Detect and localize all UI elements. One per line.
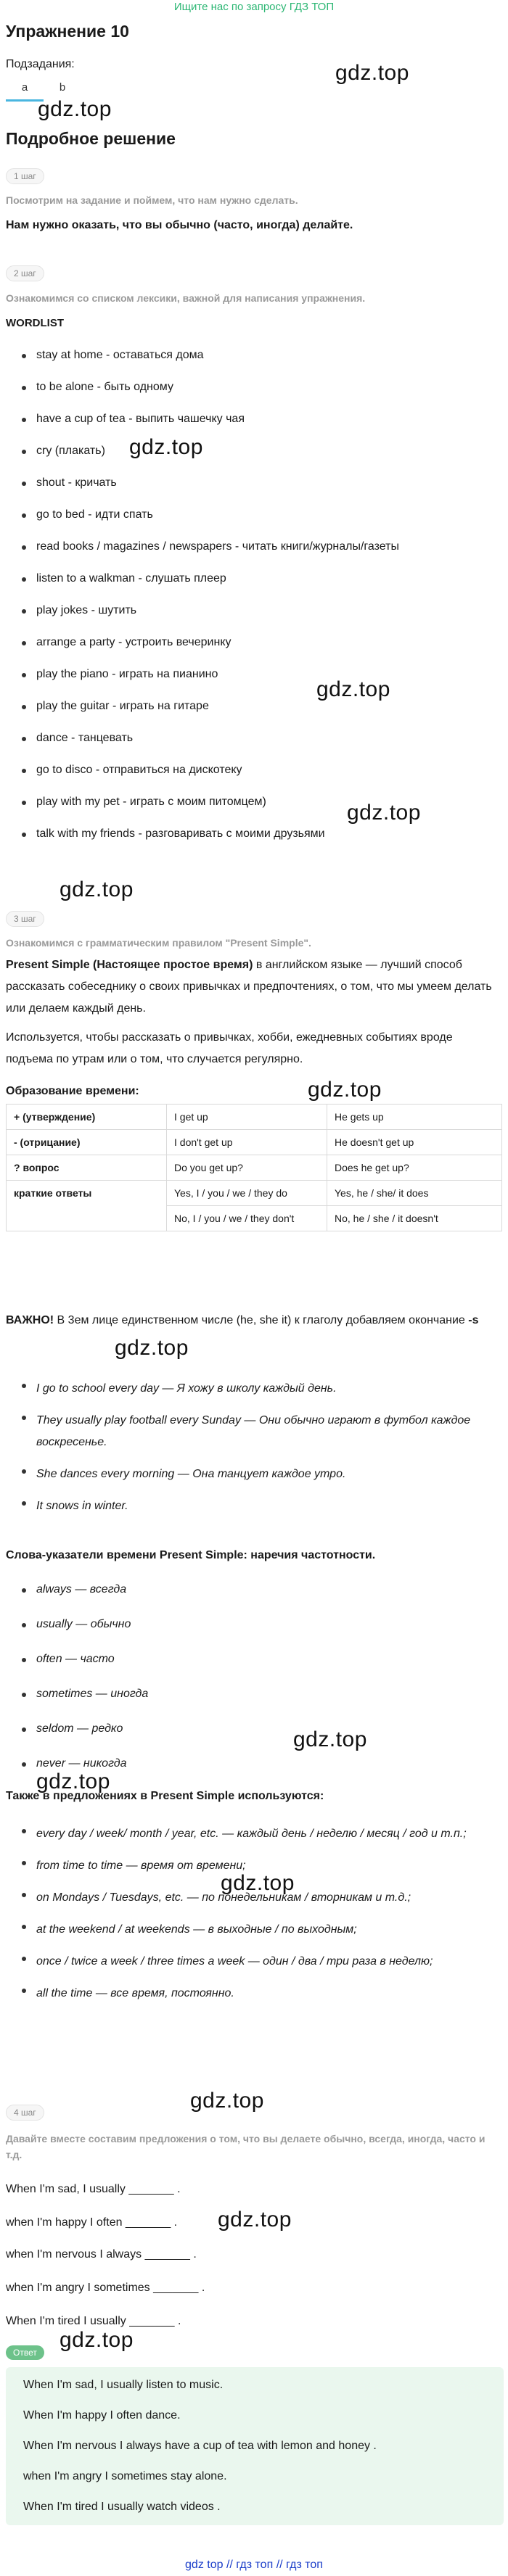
table-row [7,1181,502,1206]
step3-intro: Ознакомимся с грамматическим правилом "Present Simple". [6,937,311,949]
answer-line: When I'm happy I often dance. [23,2409,181,2422]
list-item: every day / week/ month / year, etc. — каждый день / неделю / месяц / год и т.п.; [6,1823,499,1845]
list-item: I go to school every day — Я хожу в школу каждый день. [6,1378,499,1400]
list-item: cry (плакать) [6,444,499,458]
step4-intro: Давайте вместе составим предложения о том, что вы делаете обычно, всегда, иногда, часто и т.д. [6,2133,486,2160]
answer-badge: Ответ [6,2345,44,2360]
wordlist-label: WORDLIST [6,317,64,329]
list-item: have a cup of tea - выпить чашечку чая [6,412,499,426]
watermark: gdz.top [218,2208,292,2232]
watermark: gdz.top [347,801,421,825]
table-title: Образование времени: [6,1085,139,1097]
list-item: often — часто [6,1652,499,1667]
table-cell: No, he / she / it doesn't [327,1206,502,1231]
footer-links[interactable]: gdz top // гдз топ // гдз топ [185,2559,323,2571]
adverbs-title: Слова-указатели времени Present Simple: наречия частотности. [6,1549,376,1561]
step1-intro: Посмотрим на задание и поймем, что нам нужно сделать. [6,194,298,206]
table-cell: Does he get up? [327,1155,502,1181]
task-line: when I'm angry I sometimes _______ . [6,2282,205,2294]
list-item: go to bed - идти спать [6,508,499,522]
table-cell: - (отрицание) [7,1130,167,1155]
step-badge: 4 шаг [6,2105,44,2121]
present-simple-term: Present Simple (Настоящее простое время) [6,959,253,971]
list-item: play the piano - играть на пианино [6,667,499,682]
subtasks-label: Подзадания: [6,58,75,70]
tab-b[interactable]: b [59,81,66,94]
adverbs-list [6,1582,499,1791]
watermark: gdz.top [129,435,203,459]
step1-task: Нам нужно оказать, что вы обычно (часто, иногда) делайте. [6,219,353,231]
present-simple-desc: в английском языке — лучший способ рассказать собеседнику о своих привычках и предпочтениях, о том, что мы умеем делать или делаем каждый день. [6,959,492,1015]
task-line: When I'm sad, I usually _______ . [6,2183,181,2195]
list-item: It snows in winter. [6,1495,499,1517]
present-simple-definition [6,954,502,1020]
watermark: gdz.top [38,97,112,121]
watermark: gdz.top [335,61,409,85]
table-cell: краткие ответы [7,1181,167,1206]
list-item: shout - кричать [6,476,499,490]
list-item: listen to a walkman - слушать плеер [6,571,499,586]
formation-table [6,1104,502,1231]
answer-box [6,2367,504,2525]
watermark: gdz.top [60,878,134,901]
list-item: at the weekend / at weekends — в выходные / по выходным; [6,1919,499,1941]
important-text: В 3ем лице единственном числе (he, she it) к глаголу добавляем окончание [54,1314,469,1326]
page-title: Упражнение 10 [6,22,129,41]
table-cell: + (утверждение) [7,1105,167,1130]
table-cell: Yes, he / she/ it does [327,1181,502,1206]
list-item: sometimes — иногда [6,1687,499,1701]
important-label: ВАЖНО! [6,1314,54,1326]
watermark: gdz.top [316,677,390,701]
list-item: from time to time — время от времени; [6,1855,499,1877]
table-row [7,1155,502,1181]
watermark: gdz.top [115,1336,189,1360]
table-cell: ? вопрос [7,1155,167,1181]
solution-title: Подробное решение [6,129,176,148]
watermark: gdz.top [293,1727,367,1751]
table-cell [7,1206,167,1231]
table-row [7,1105,502,1130]
list-item: talk with my friends - разговаривать с моими друзьями [6,827,499,841]
top-banner: Ищите нас по запросу ГДЗ ТОП [173,1,335,13]
table-cell: I don't get up [167,1130,327,1155]
table-cell: Yes, I / you / we / they do [167,1181,327,1206]
list-item: once / twice a week / three times a week — один / два / три раза в неделю; [6,1951,499,1973]
watermark: gdz.top [221,1871,295,1895]
list-item: always — всегда [6,1582,499,1597]
table-cell: Do you get up? [167,1155,327,1181]
also-title: Также в предложениях в Present Simple используются: [6,1790,324,1802]
list-item: She dances every morning — Она танцует каждое утро. [6,1464,499,1485]
answer-line: When I'm sad, I usually listen to music. [23,2379,224,2391]
list-item: dance - танцевать [6,731,499,746]
list-item: play jokes - шутить [6,603,499,618]
list-item: on Mondays / Tuesdays, etc. — по понедельникам / вторникам и т.д.; [6,1887,499,1909]
task-line: when I'm happy I often _______ . [6,2216,178,2229]
table-row [7,1130,502,1155]
watermark: gdz.top [36,1770,110,1793]
important-note [6,1310,502,1332]
wordlist [6,348,499,859]
watermark: gdz.top [60,2328,134,2352]
list-item: usually — обычно [6,1617,499,1632]
task-line: when I'm nervous I always _______ . [6,2248,197,2261]
step-badge: 3 шаг [6,911,44,927]
tab-a[interactable]: a [6,80,44,102]
answer-line: When I'm tired I usually watch videos . [23,2501,221,2513]
answer-line: When I'm nervous I always have a cup of tea with lemon and honey . [23,2440,377,2452]
list-item: play with my pet - играть с моим питомцем) [6,795,499,809]
list-item: They usually play football every Sunday — Они обычно играют в футбол каждое воскресенье. [6,1410,499,1453]
step-badge: 1 шаг [6,168,44,184]
table-cell: I get up [167,1105,327,1130]
table-cell: He doesn't get up [327,1130,502,1155]
list-item: seldom — редко [6,1722,499,1736]
list-item: all the time — все время, постоянно. [6,1983,499,2005]
list-item: arrange a party - устроить вечеринку [6,635,499,650]
list-item: go to disco - отправиться на дискотеку [6,763,499,777]
list-item: to be alone - быть одному [6,380,499,395]
answer-line: when I'm angry I sometimes stay alone. [23,2470,227,2482]
watermark: gdz.top [190,2089,264,2113]
step2-intro: Ознакомимся со списком лексики, важной для написания упражнения. [6,292,366,304]
task-line: When I'm tired I usually _______ . [6,2315,181,2327]
examples-list [6,1378,499,1527]
table-row [7,1206,502,1231]
list-item: stay at home - оставаться дома [6,348,499,363]
watermark: gdz.top [308,1078,382,1102]
list-item: read books / magazines / newspapers - читать книги/журналы/газеты [6,540,499,554]
step-badge: 2 шаг [6,265,44,281]
table-cell: No, I / you / we / they don't [167,1206,327,1231]
list-item: never — никогда [6,1756,499,1771]
table-cell: He gets up [327,1105,502,1130]
present-simple-usage: Используется, чтобы рассказать о привычках, хобби, ежедневных событиях вроде подъема по утрам или о том, что случается регулярно. [6,1031,453,1065]
also-list [6,1823,499,2015]
important-ending: -s [468,1314,479,1326]
list-item: play the guitar - играть на гитаре [6,699,499,714]
